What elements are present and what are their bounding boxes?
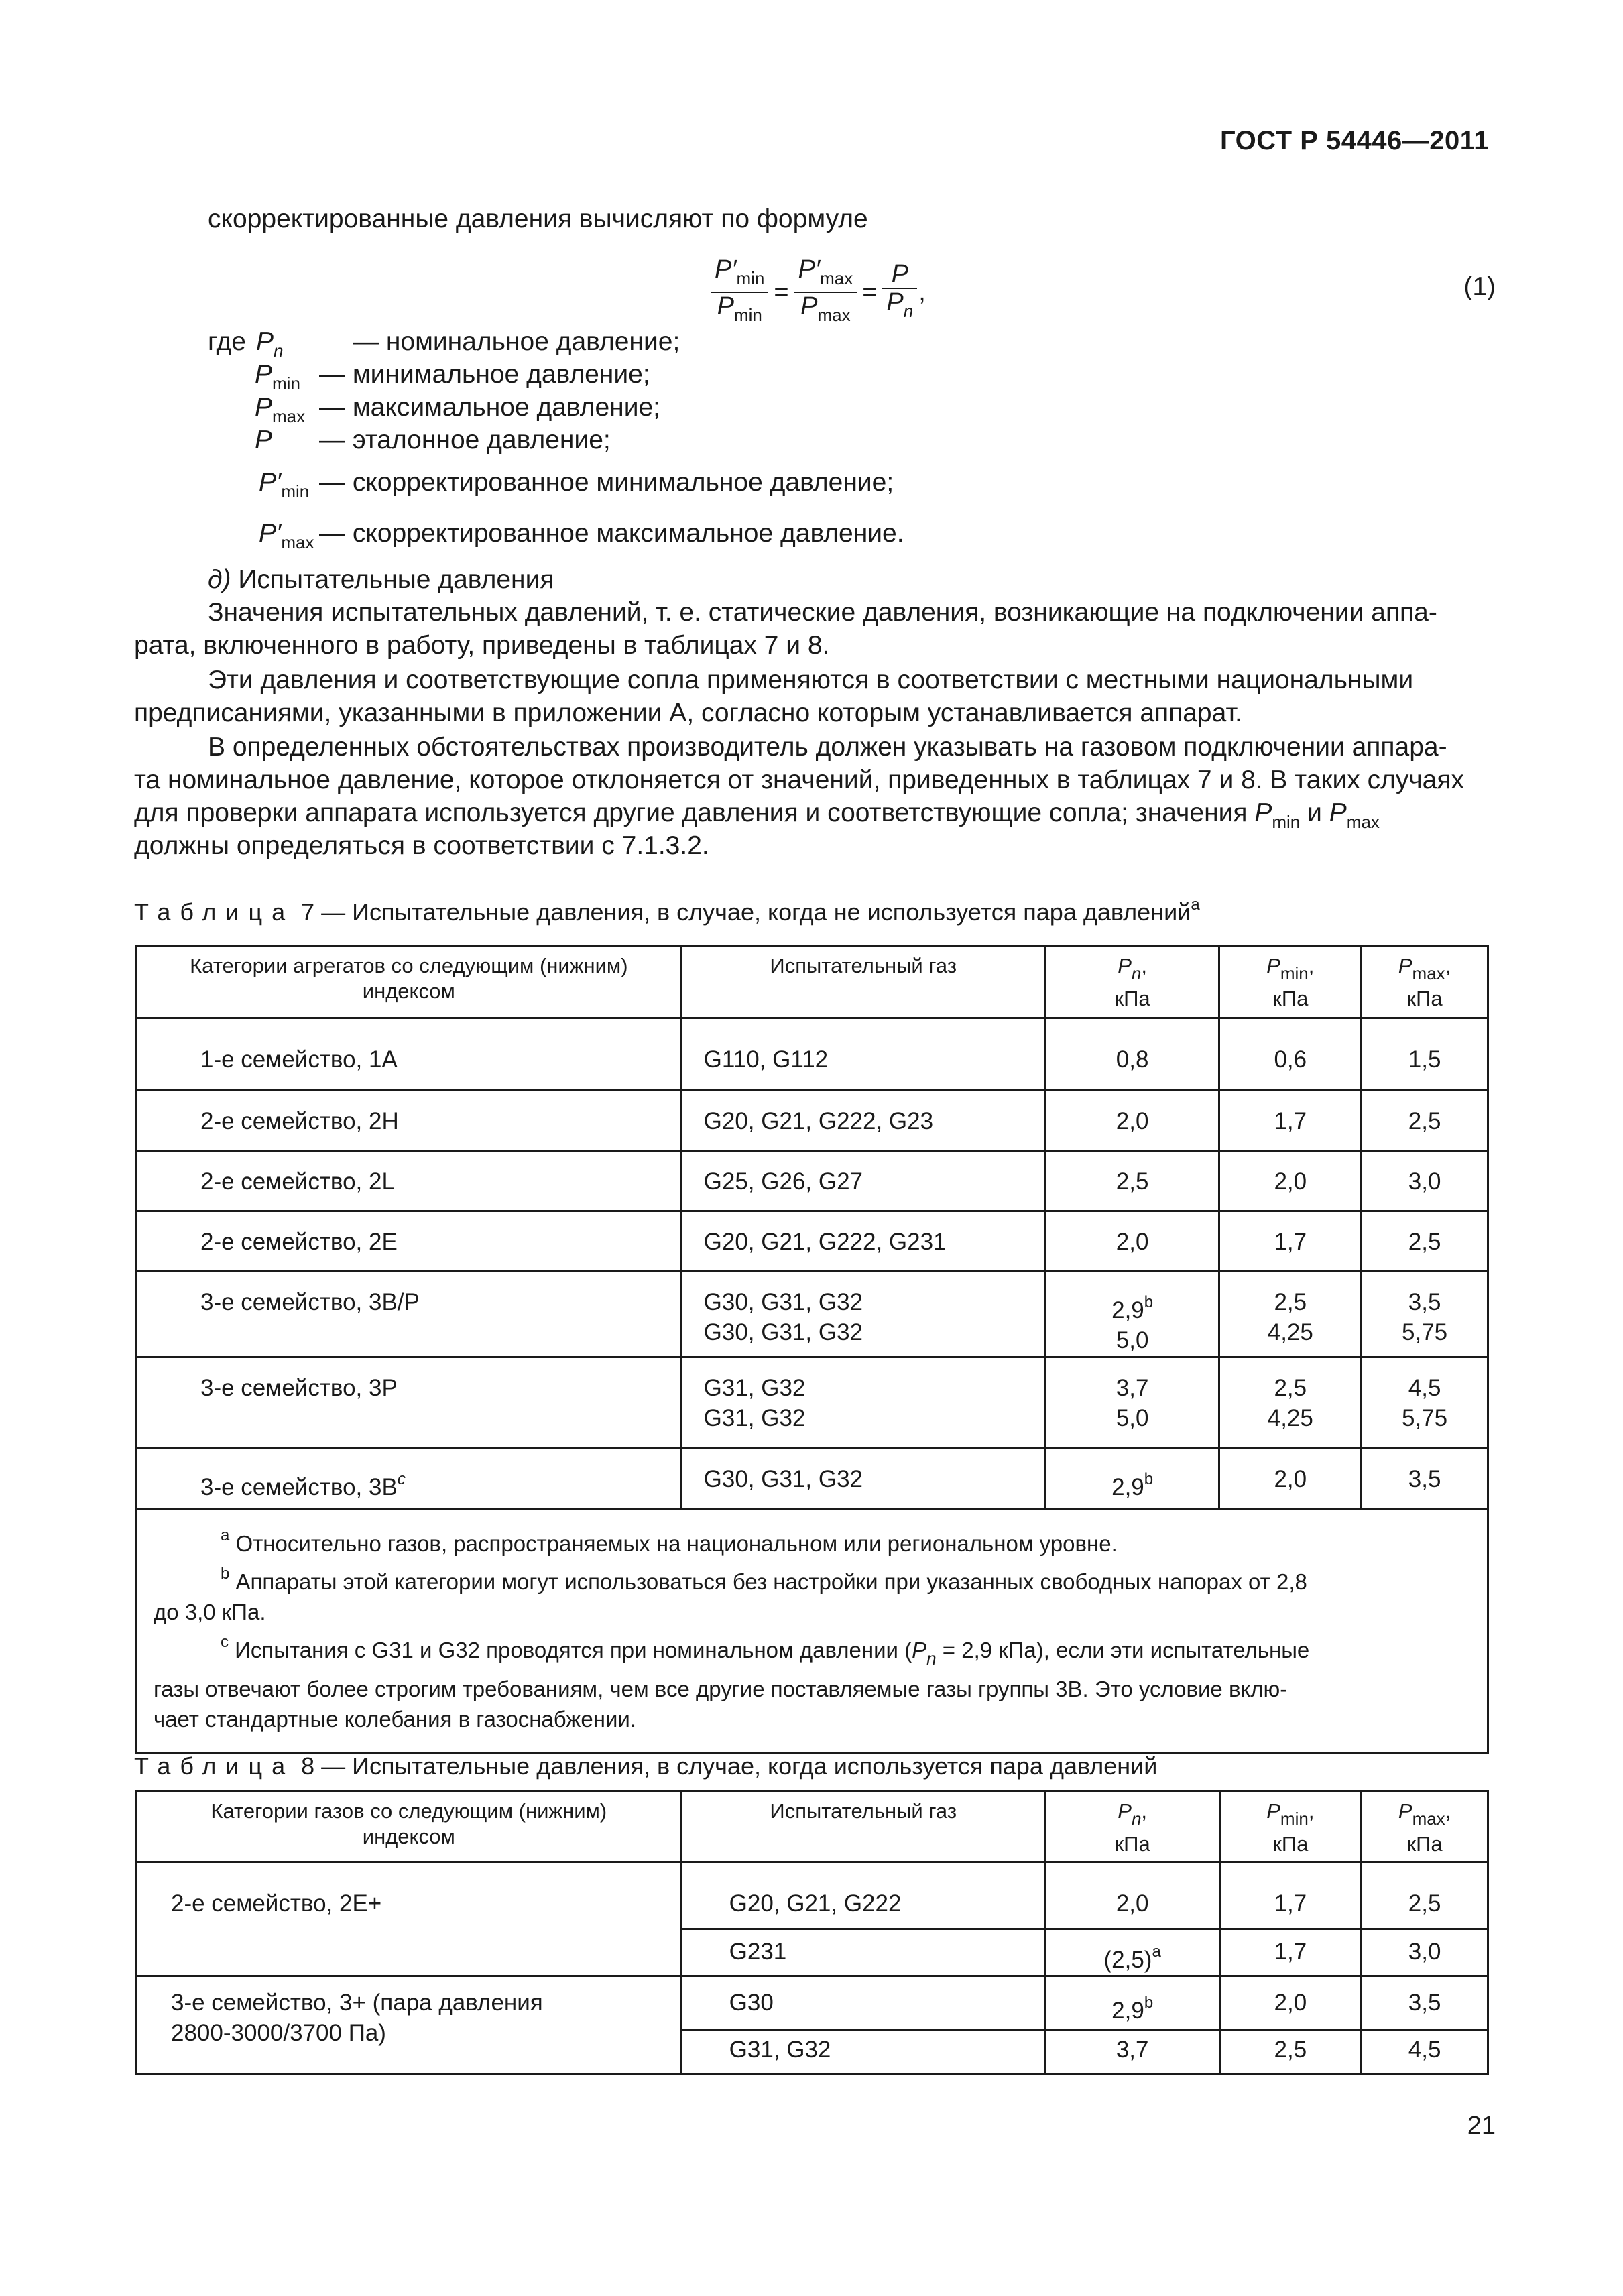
- cell-pmax: 1,5: [1408, 1046, 1441, 1073]
- document-id: ГОСТ Р 54446—2011: [1220, 126, 1489, 156]
- cell-pn: 2,0: [1116, 1229, 1149, 1255]
- table-row: [137, 1272, 1488, 1357]
- cell-pn: 0,8: [1116, 1046, 1149, 1073]
- header-comma: ,: [1445, 954, 1451, 977]
- definition-subscript: n: [274, 341, 284, 361]
- note-text: Аппараты этой категории могут использоваться без настройки при указанных свободных напорах от 2,8: [229, 1569, 1307, 1594]
- cell-pmax: 4,5: [1408, 2037, 1441, 2063]
- inline-subscript: min: [1272, 812, 1301, 832]
- header-text: Категории агрегатов со следующим (нижним) индексом: [190, 954, 628, 1003]
- section-heading: [208, 563, 554, 596]
- cell-gas: G20, G21, G222: [729, 1890, 902, 1917]
- cell-gas: G31, G32: [729, 2037, 831, 2063]
- definition-text: — скорректированное минимальное давление;: [319, 468, 894, 497]
- definition-text: — скорректированное максимальное давление.: [319, 519, 904, 548]
- table-8: [135, 1790, 1489, 2075]
- value-line: 2,5: [1274, 1375, 1307, 1401]
- table-row: [137, 1449, 1488, 1509]
- column-header-gas: [681, 1791, 1045, 1862]
- cell-pmin: 1,7: [1274, 1939, 1307, 1965]
- cell-gas: G110, G112: [703, 1046, 829, 1073]
- formula-symbol: P: [717, 292, 734, 320]
- note-text: газы отвечают более строгим требованиям, чем все другие поставляемые газы группы 3В. Это условие вклю-: [154, 1677, 1288, 1701]
- cell-pmax: 3,0: [1408, 1168, 1441, 1195]
- formula-comma: ,: [918, 278, 926, 306]
- cell-pn: [1046, 1272, 1219, 1355]
- cell-category: [137, 1449, 680, 1502]
- value-line: 5,75: [1402, 1319, 1448, 1345]
- cell-pn: [1046, 1930, 1219, 1975]
- header-subscript: max: [1412, 963, 1445, 983]
- paragraph-text: для проверки аппарата используется другие давления и соответствующие сопла; значения: [134, 798, 1248, 827]
- formula-symbol: P: [886, 288, 904, 316]
- note-text: до 3,0 кПа.: [154, 1599, 266, 1624]
- definition-symbol: P: [255, 426, 273, 455]
- cell-pn: 2,0: [1116, 1108, 1149, 1134]
- header-comma: ,: [1308, 1799, 1315, 1823]
- header-unit: кПа: [1114, 1832, 1150, 1856]
- cell-gas: G30, G31, G32: [703, 1466, 863, 1492]
- paragraph-line: Эти давления и соответствующие сопла применяются в соответствии с местными национальными: [208, 666, 1414, 694]
- table-row: [137, 1211, 1488, 1272]
- definition-subscript: max: [281, 532, 314, 552]
- footnote-mark: b: [1144, 1994, 1154, 2012]
- category-line: 2800-3000/3700 Па): [171, 2020, 386, 2046]
- value-line: 5,0: [1116, 1327, 1149, 1353]
- definition-symbol: P′: [259, 519, 282, 548]
- header-unit: кПа: [1272, 987, 1309, 1010]
- cell-pmin: 1,7: [1274, 1890, 1307, 1917]
- cell-pmax: 2,5: [1408, 1108, 1441, 1134]
- header-symbol: P: [1266, 1799, 1280, 1823]
- cell-category: 2-е семейство, 2Е+: [171, 1890, 382, 1917]
- note-a: [154, 1520, 1467, 1559]
- note-subscript: n: [926, 1648, 937, 1669]
- section-marker: д): [208, 565, 231, 594]
- column-header-category: [137, 1791, 682, 1862]
- footnote-mark: a: [221, 1526, 230, 1545]
- cell-pmax: 3,0: [1408, 1939, 1441, 1965]
- value-line: 4,25: [1267, 1319, 1313, 1345]
- intro-text: скорректированные давления вычисляют по формуле: [208, 204, 868, 233]
- paragraph-line: Значения испытательных давлений, т. е. статические давления, возникающие на подключении аппа-: [208, 598, 1437, 627]
- where-lead: где: [208, 327, 246, 356]
- column-header-category: [137, 946, 682, 1018]
- cell-gas: G30: [729, 1990, 774, 2016]
- paragraph-line: должны определяться в соответствии с 7.1.3.2.: [134, 831, 709, 860]
- cell-pmax: [1362, 1358, 1487, 1433]
- definition-symbol: P: [256, 327, 274, 356]
- column-header-pmin: [1219, 946, 1362, 1018]
- cell-category: 2-е семейство, 2Н: [200, 1108, 399, 1134]
- cell-gas: G20, G21, G222, G23: [703, 1108, 934, 1134]
- definition-symbol: P: [255, 393, 273, 422]
- cell-category: [137, 1977, 680, 2048]
- header-comma: ,: [1141, 1799, 1148, 1823]
- header-comma: ,: [1141, 954, 1147, 977]
- header-symbol: P: [1398, 954, 1412, 977]
- cell-category-group: [137, 1976, 682, 2074]
- cell-pmin: [1220, 1272, 1360, 1347]
- note-b: [154, 1559, 1467, 1597]
- caption-text: 7 — Испытательные давления, в случае, когда не используется пара давлений: [294, 898, 1191, 926]
- cell-category: 2-е семейство, 2L: [200, 1168, 395, 1195]
- table-row: [137, 1862, 1488, 1929]
- header-subscript: min: [1280, 963, 1309, 983]
- table-row: [137, 1018, 1488, 1091]
- formula-symbol: P′: [798, 255, 821, 284]
- value-line: 3,5: [1408, 1289, 1441, 1315]
- value-line: 2,5: [1274, 1289, 1307, 1315]
- paragraph-line: В определенных обстоятельствах производитель должен указывать на газовом подключении аппара-: [208, 733, 1447, 762]
- cell-gas: G20, G21, G222, G231: [703, 1229, 947, 1255]
- value-line: 5,0: [1116, 1405, 1149, 1431]
- inline-symbol: P: [1254, 798, 1272, 827]
- note-text: = 2,9 кПа), если эти испытательные: [936, 1638, 1310, 1663]
- cell-pn: 2,5: [1116, 1168, 1149, 1195]
- value-line: 4,5: [1408, 1375, 1441, 1401]
- definition-text: — номинальное давление;: [353, 327, 680, 356]
- cell-pmax: 3,5: [1408, 1466, 1441, 1492]
- footnote-mark: c: [221, 1633, 229, 1651]
- header-unit: кПа: [1406, 987, 1443, 1010]
- column-header-pn: [1045, 946, 1219, 1018]
- category-text: 3-е семейство, 3В: [200, 1474, 398, 1500]
- caption-word: Таблица: [134, 898, 295, 926]
- value-line: 2,9: [1111, 1998, 1144, 2024]
- cell-pmax: 3,5: [1408, 1990, 1441, 2016]
- header-unit: кПа: [1114, 987, 1150, 1010]
- paragraph-line: та номинальное давление, которое отклоняется от значений, приведенных в таблицах 7 и 8. В таких случаях: [134, 766, 1464, 794]
- note-text: Относительно газов, распространяемых на национальном или региональном уровне.: [229, 1531, 1118, 1556]
- table-row: [137, 1151, 1488, 1211]
- table-row: [137, 1091, 1488, 1151]
- formula-symbol: P′: [715, 255, 737, 284]
- caption-word: Таблица: [134, 1752, 295, 1780]
- header-text: Испытательный газ: [770, 954, 957, 977]
- equals-sign: =: [774, 278, 789, 306]
- table-notes: [137, 1509, 1488, 1753]
- fraction-3: [882, 261, 917, 324]
- formula-symbol: P: [891, 259, 908, 288]
- equation-number: (1): [1463, 272, 1496, 301]
- page-number: 21: [1467, 2112, 1496, 2140]
- table-row: [137, 1976, 1488, 2030]
- note-c: [154, 1627, 1467, 1674]
- header-comma: ,: [1445, 1799, 1451, 1823]
- formula: [711, 256, 931, 328]
- footnote-mark: c: [397, 1470, 406, 1488]
- paragraph-text: и: [1307, 798, 1322, 827]
- cell-pn: 3,7: [1116, 2037, 1149, 2063]
- header-subscript: n: [1131, 1809, 1142, 1829]
- cell-pmax: 2,5: [1408, 1229, 1441, 1255]
- column-header-pn: [1045, 1791, 1219, 1862]
- definition-subscript: min: [272, 373, 300, 394]
- note-text: Испытания с G31 и G32 проводятся при номинальном давлении (: [229, 1638, 912, 1663]
- table-header-row: [137, 946, 1488, 1018]
- fraction-1: [711, 256, 768, 328]
- inline-symbol: P: [1329, 798, 1347, 827]
- header-symbol: P: [1118, 1799, 1132, 1823]
- value-line: 2,9: [1111, 1297, 1144, 1323]
- header-symbol: P: [1266, 954, 1280, 977]
- formula-subscript: max: [817, 305, 851, 325]
- equals-sign: =: [862, 278, 878, 306]
- cell-pn: [1046, 1358, 1219, 1433]
- gas-line: G30, G31, G32: [703, 1319, 863, 1345]
- paragraph-line: предписаниями, указанными в приложении А, согласно которым устанавливается аппарат.: [134, 699, 1242, 727]
- header-comma: ,: [1308, 954, 1315, 977]
- footnote-mark: b: [221, 1565, 230, 1583]
- column-header-pmin: [1219, 1791, 1362, 1862]
- header-subscript: min: [1280, 1809, 1309, 1829]
- cell-category-group: [137, 1862, 682, 1976]
- cell-category: 3-е семейство, 3Р: [200, 1375, 398, 1401]
- note-text: чает стандартные колебания в газоснабжении.: [154, 1707, 636, 1732]
- cell-pmin: 2,0: [1274, 1990, 1307, 2016]
- cell-pmax: 2,5: [1408, 1890, 1441, 1917]
- category-line: 3-е семейство, 3+ (пара давления: [171, 1990, 543, 2016]
- cell-gas: [682, 1272, 1044, 1347]
- footnote-mark: a: [1152, 1943, 1161, 1961]
- definition-symbol: P′: [259, 468, 282, 497]
- header-unit: кПа: [1406, 1832, 1443, 1856]
- cell-pn: [1046, 1977, 1219, 2026]
- table-7-caption: [134, 896, 1200, 926]
- cell-pmin: 2,0: [1274, 1466, 1307, 1492]
- header-symbol: P: [1398, 1799, 1412, 1823]
- section-title: Испытательные давления: [238, 565, 554, 594]
- table-7: [135, 945, 1489, 1754]
- value-line: 5,75: [1402, 1405, 1448, 1431]
- column-header-pmax: [1362, 1791, 1488, 1862]
- cell-gas: G231: [729, 1939, 787, 1965]
- cell-pmin: 2,0: [1274, 1168, 1307, 1195]
- paragraph-line: рата, включенного в работу, приведены в таблицах 7 и 8.: [134, 631, 830, 660]
- cell-pmin: 2,5: [1274, 2037, 1307, 2063]
- value-line: 2,9: [1111, 1474, 1144, 1500]
- header-text: Категории газов со следующим (нижним) индексом: [211, 1799, 607, 1848]
- cell-gas: G25, G26, G27: [703, 1168, 863, 1195]
- value-line: 4,25: [1267, 1405, 1313, 1431]
- cell-pmax: [1362, 1272, 1487, 1347]
- definition-text: — максимальное давление;: [319, 393, 661, 422]
- header-subscript: n: [1131, 963, 1142, 983]
- cell-pmin: 0,6: [1274, 1046, 1307, 1073]
- gas-line: G31, G32: [703, 1375, 806, 1401]
- formula-symbol: P: [800, 292, 818, 320]
- cell-pmin: 1,7: [1274, 1108, 1307, 1134]
- footnote-mark: b: [1144, 1470, 1154, 1488]
- header-text: Испытательный газ: [770, 1799, 957, 1823]
- cell-category: 3-е семейство, 3В/Р: [200, 1289, 420, 1315]
- value-line: 3,7: [1116, 1375, 1149, 1401]
- inline-subscript: max: [1346, 812, 1380, 832]
- definition-text: — минимальное давление;: [319, 360, 650, 389]
- cell-pmin: 1,7: [1274, 1229, 1307, 1255]
- cell-pn: [1046, 1449, 1219, 1502]
- formula-subscript: max: [820, 268, 853, 288]
- cell-category: 2-е семейство, 2Е: [200, 1229, 398, 1255]
- formula-subscript: min: [736, 268, 765, 288]
- fraction-2: [794, 256, 857, 328]
- table-header-row: [137, 1791, 1488, 1862]
- footnote-mark: b: [1144, 1293, 1154, 1311]
- header-subscript: max: [1412, 1809, 1445, 1829]
- cell-gas: [682, 1358, 1044, 1433]
- caption-footnote-mark: a: [1191, 896, 1200, 914]
- formula-subscript: n: [903, 300, 914, 321]
- note-symbol: P: [912, 1638, 927, 1663]
- header-unit: кПа: [1272, 1832, 1309, 1856]
- column-header-gas: [681, 946, 1045, 1018]
- definition-text: — эталонное давление;: [319, 426, 611, 455]
- table-8-caption: [134, 1752, 1157, 1780]
- gas-line: G30, G31, G32: [703, 1289, 863, 1315]
- value-line: (2,5): [1103, 1947, 1152, 1973]
- cell-category: 1-е семейство, 1А: [200, 1046, 398, 1073]
- table-row: [137, 1357, 1488, 1449]
- column-header-pmax: [1362, 946, 1488, 1018]
- cell-pmin: [1220, 1358, 1360, 1433]
- formula-subscript: min: [733, 305, 762, 325]
- caption-text: 8 — Испытательные давления, в случае, когда используется пара давлений: [294, 1752, 1158, 1780]
- gas-line: G31, G32: [703, 1405, 806, 1431]
- definition-subscript: max: [272, 406, 306, 426]
- cell-pn: 2,0: [1116, 1890, 1149, 1917]
- definition-symbol: P: [255, 360, 273, 389]
- header-symbol: P: [1118, 954, 1132, 977]
- definition-subscript: min: [281, 481, 310, 501]
- table-notes-row: [137, 1509, 1488, 1753]
